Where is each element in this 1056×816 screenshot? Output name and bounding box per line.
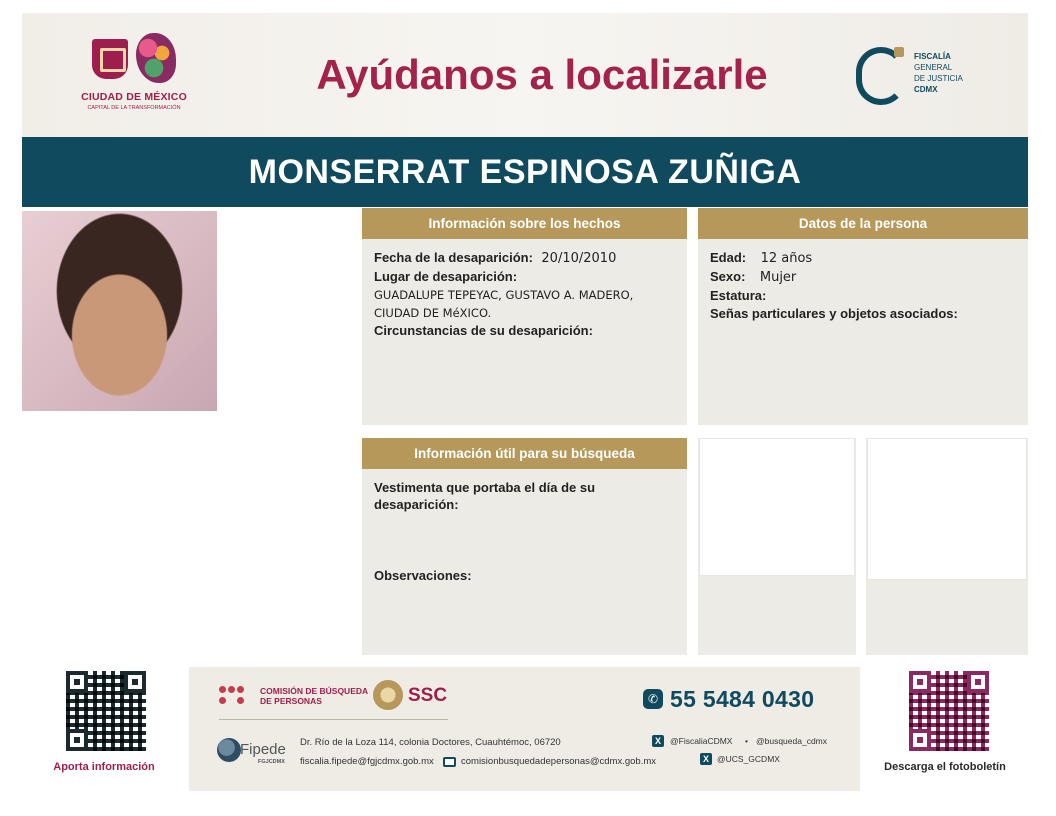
cdmx-logo (74, 31, 194, 121)
fecha-label: Fecha de la desaparición: (374, 250, 533, 265)
hechos-content (362, 239, 687, 350)
email-cbp[interactable]: comisionbusquedadepersonas@cdmx.gob.mx (461, 756, 657, 767)
additional-photo-slot-2 (867, 438, 1027, 580)
fgj-dot-icon (894, 47, 904, 57)
observaciones-label: Observaciones: (374, 568, 472, 583)
qr-corner-icon (124, 671, 146, 693)
person-photo (22, 211, 217, 411)
qr-corner-icon (909, 729, 931, 751)
cbp-logo-icon (219, 684, 255, 708)
additional-photo-panel-1 (698, 438, 856, 655)
util-content (362, 469, 687, 593)
util-panel (362, 438, 687, 655)
fgj-line-4: CDMX (914, 85, 938, 94)
edad-label: Edad: (710, 250, 747, 265)
fecha-row (374, 249, 675, 268)
email-fipede[interactable]: fiscalia.fipede@fgjcdmx.gob.mx (300, 756, 434, 767)
page-title: Ayúdanos a localizarle (316, 51, 768, 98)
senas-row (710, 305, 1016, 323)
sexo-row (710, 268, 1016, 287)
social-busqueda[interactable]: @busqueda_cdmx (756, 736, 828, 746)
qr-corner-icon (66, 671, 88, 693)
qr-left-caption: Aporta información (53, 761, 155, 773)
ssc-logo-text: SSC (408, 685, 448, 706)
cdmx-logo-tagline: CAPITAL DE LA TRANSFORMACIÓN (87, 105, 181, 111)
fecha-value: 20/10/2010 (541, 251, 617, 266)
lugar-label: Lugar de desaparición: (374, 269, 518, 284)
fipede-logo-name: Fipede (240, 741, 286, 758)
mail-icon (443, 757, 456, 767)
hechos-panel (362, 208, 687, 425)
circunstancias-row (374, 322, 675, 340)
estatura-label: Estatura: (710, 288, 767, 303)
vestimenta-label: Vestimenta que portaba el día de su desaparición: (374, 480, 596, 512)
fgj-line-2: GENERAL (914, 63, 953, 72)
sexo-value: Mujer (759, 270, 797, 285)
x-social-icon: X (700, 753, 712, 765)
fgj-line-1: FISCALÍA (914, 52, 951, 61)
datos-content (698, 239, 1028, 333)
senas-label: Señas particulares y objetos asociados: (710, 306, 958, 321)
social-fiscalia[interactable]: @FiscaliaCDMX (670, 736, 733, 746)
cbp-logo-text: COMISIÓN DE BÚSQUEDA DE PERSONAS (260, 686, 368, 706)
lugar-value: GUADALUPE TEPEYAC, GUSTAVO A. MADERO, CIUDAD DE MéXICO. (374, 288, 634, 320)
hechos-heading: Información sobre los hechos (362, 208, 687, 239)
person-name: MONSERRAT ESPINOSA ZUÑIGA (22, 137, 1028, 207)
footer-divider (219, 719, 448, 720)
fipede-globe-icon (217, 738, 241, 762)
header-banner (22, 13, 1028, 137)
cdmx-map-icon (136, 33, 176, 83)
social-separator: • (745, 736, 748, 746)
qr-corner-icon (909, 671, 931, 693)
qr-aporta-informacion[interactable] (62, 667, 150, 755)
fgj-line-3: DE JUSTICIA (914, 74, 963, 83)
qr-right-caption: Descarga el fotoboletín (884, 761, 1006, 773)
util-heading: Información útil para su búsqueda (362, 438, 687, 469)
x-social-icon: X (652, 735, 664, 747)
estatura-row (710, 287, 1016, 305)
datos-panel (698, 208, 1028, 425)
fipede-logo-sub: FGJCDMX (258, 759, 285, 765)
edad-row (710, 249, 1016, 268)
qr-code-icon (66, 671, 146, 751)
edad-value: 12 años (760, 251, 813, 266)
additional-photo-slot-1 (699, 438, 855, 576)
qr-code-icon (909, 671, 989, 751)
cdmx-logo-name: CIUDAD DE MÉXICO (81, 91, 187, 103)
contact-phone[interactable]: 55 5484 0430 (670, 686, 815, 712)
qr-descarga-fotoboletin[interactable] (905, 667, 993, 755)
fgj-logo (854, 45, 994, 115)
lugar-row (374, 268, 675, 286)
qr-corner-icon (967, 671, 989, 693)
datos-heading: Datos de la persona (698, 208, 1028, 239)
sexo-label: Sexo: (710, 269, 746, 284)
ssc-seal-icon (373, 680, 403, 710)
additional-photo-panel-2 (866, 438, 1028, 655)
circunstancias-label: Circunstancias de su desaparición: (374, 323, 593, 338)
fgj-logo-text (914, 51, 963, 95)
social-ucs[interactable]: @UCS_GCDMX (717, 754, 780, 764)
address-text: Dr. Río de la Loza 114, colonia Doctores, Cuauhtémoc, 06720 (300, 737, 561, 748)
qr-corner-icon (66, 729, 88, 751)
phone-icon: ✆ (643, 689, 663, 709)
cdmx-shield-icon (92, 39, 128, 79)
